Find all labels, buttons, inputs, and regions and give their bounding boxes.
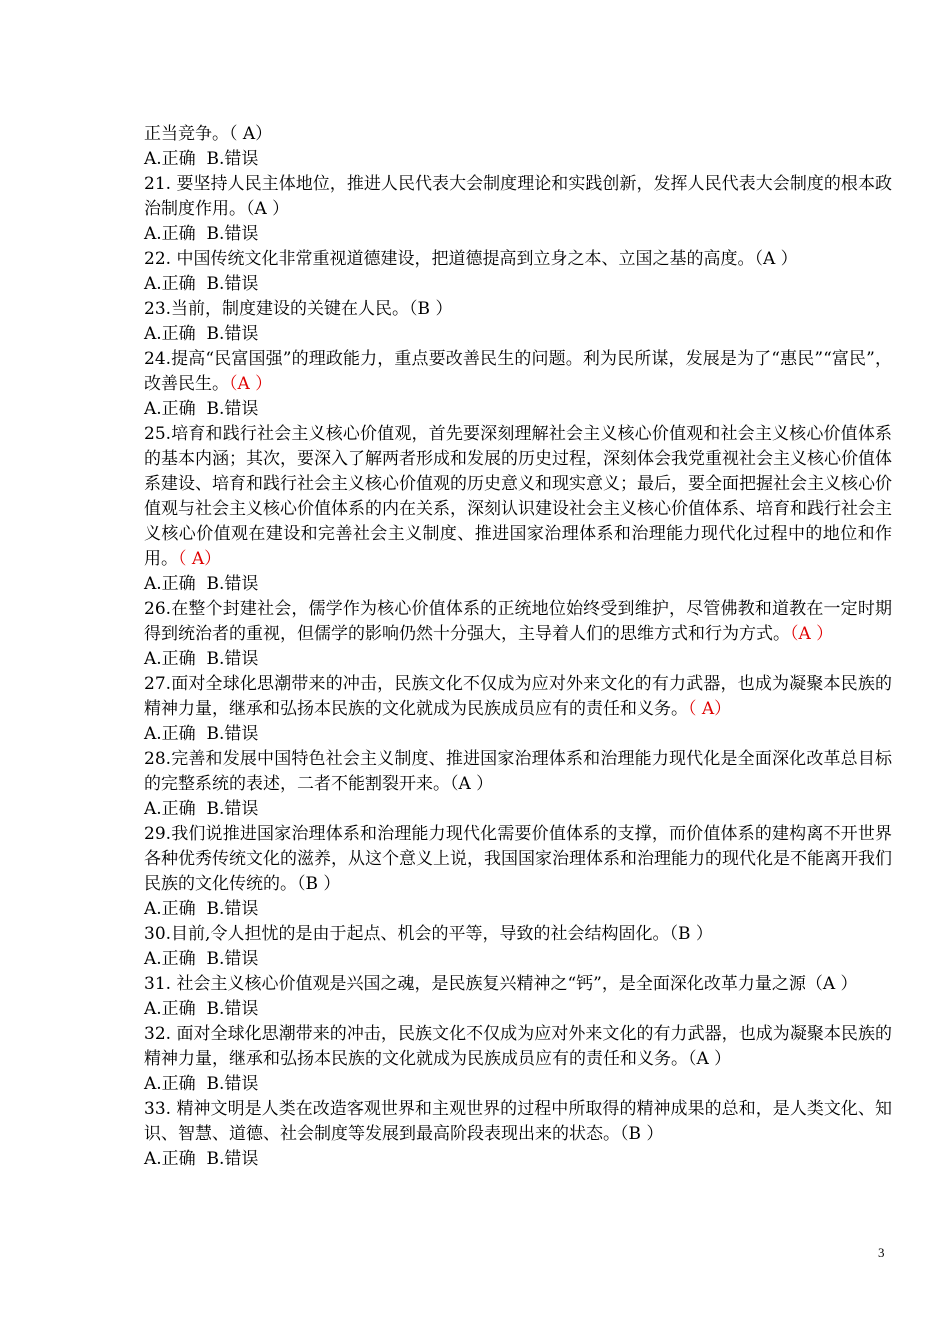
question-item-33 xyxy=(144,1097,892,1172)
options: A.正确 B.错误 xyxy=(144,274,259,294)
question-item-25 xyxy=(144,422,892,597)
options: A.正确 B.错误 xyxy=(144,399,259,419)
question-text: 32. 面对全球化思潮带来的冲击，民族文化不仅成为应对外来文化的有力武器，也成为凝聚本民族的精神力量，继承和弘扬本民族的文化就成为民族成员应有的责任和义务。（A ） xyxy=(144,1024,892,1069)
question-item-22 xyxy=(144,247,892,297)
question-item-23 xyxy=(144,297,892,347)
question-text: 正当竞争。（ A） xyxy=(144,124,273,144)
question-text: 24.提高“民富国强”的理政能力，重点要改善民生的问题。利为民所谋，发展是为了“惠民”“富民”，改善民生。（A ） xyxy=(144,349,892,394)
answer: （ A） xyxy=(178,549,222,569)
answer: （A ） xyxy=(246,199,290,219)
question-text: 28.完善和发展中国特色社会主义制度、推进国家治理体系和治理能力现代化是全面深化改革总目标的完整系统的表述，二者不能割裂开来。（A ） xyxy=(144,749,892,794)
question-text: 33. 精神文明是人类在改造客观世界和主观世界的过程中所取得的精神成果的总和，是人类文化、知识、智慧、道德、社会制度等发展到最高阶段表现出来的状态。（B ） xyxy=(144,1099,892,1144)
answer: （ A） xyxy=(229,124,273,144)
question-text: 29.我们说推进国家治理体系和治理能力现代化需要价值体系的支撑，而价值体系的建构离不开世界各种优秀传统文化的滋养，从这个意义上说，我国国家治理体系和治理能力的现代化是不能离开我们民族的文化传统的。（B ） xyxy=(144,824,892,894)
options: A.正确 B.错误 xyxy=(144,999,259,1019)
options: A.正确 B.错误 xyxy=(144,799,259,819)
question-item-26 xyxy=(144,597,892,672)
answer: （A ） xyxy=(450,774,494,794)
options: A.正确 B.错误 xyxy=(144,1074,259,1094)
options: A.正确 B.错误 xyxy=(144,949,259,969)
options: A.正确 B.错误 xyxy=(144,649,259,669)
question-text: 30.目前,令人担忧的是由于起点、机会的平等，导致的社会结构固化。（B ） xyxy=(144,924,713,944)
options: A.正确 B.错误 xyxy=(144,574,259,594)
question-item-24 xyxy=(144,347,892,422)
question-text: 26.在整个封建社会，儒学作为核心价值体系的正统地位始终受到维护，尽管佛教和道教在一定时期得到统治者的重视，但儒学的影响仍然十分强大，主导着人们的思维方式和行为方式。（A ） xyxy=(144,599,892,644)
answer: （A ） xyxy=(688,1049,732,1069)
question-item-21 xyxy=(144,172,892,247)
answer: （B ） xyxy=(409,299,453,319)
question-item-30 xyxy=(144,922,892,972)
answer: （A ） xyxy=(229,374,273,394)
question-item-31 xyxy=(144,972,892,1022)
question-text: 31. 社会主义核心价值观是兴国之魂，是民族复兴精神之“钙”，是全面深化改革力量之源（A ） xyxy=(144,974,858,994)
answer: （ A） xyxy=(688,699,732,719)
question-item-32 xyxy=(144,1022,892,1097)
answer: （B ） xyxy=(297,874,341,894)
question-item-29 xyxy=(144,822,892,922)
options: A.正确 B.错误 xyxy=(144,224,259,244)
question-text: 22. 中国传统文化非常重视道德建设，把道德提高到立身之本、立国之基的高度。（A ） xyxy=(144,249,798,269)
question-text: 21. 要坚持人民主体地位，推进人民代表大会制度理论和实践创新，发挥人民代表大会制度的根本政治制度作用。（A ） xyxy=(144,174,892,219)
options: A.正确 B.错误 xyxy=(144,1149,259,1169)
options: A.正确 B.错误 xyxy=(144,724,259,744)
question-item-1 xyxy=(144,122,892,172)
document-page xyxy=(144,122,892,1172)
answer: （A ） xyxy=(754,249,798,269)
answer: （A ） xyxy=(790,624,834,644)
answer: （B ） xyxy=(669,924,713,944)
question-text: 27.面对全球化思潮带来的冲击，民族文化不仅成为应对外来文化的有力武器，也成为凝聚本民族的精神力量，继承和弘扬本民族的文化就成为民族成员应有的责任和义务。（ A） xyxy=(144,674,892,719)
question-text: 25.培育和践行社会主义核心价值观，首先要深刻理解社会主义核心价值观和社会主义核心价值体系的基本内涵；其次，要深入了解两者形成和发展的历史过程，深刻体会我党重视社会主义核心价值体系建设、培育和践行社会主义核心价值观的历史意义和现实意义；最后，要全面把握社会主义核心价值观与社会主义核心价值体系的内在关系，深刻认识建设社会主义核心价值体系、培育和践行社会主义核心价值观在建设和完善社会主义制度、推进国家治理体系和治理能力现代化过程中的地位和作用。（ A） xyxy=(144,424,892,569)
page-number: 3 xyxy=(878,1245,885,1260)
answer: （A ） xyxy=(805,974,858,994)
options: A.正确 B.错误 xyxy=(144,899,259,919)
question-item-28 xyxy=(144,747,892,822)
question-text: 23.当前，制度建设的关键在人民。（B ） xyxy=(144,299,453,319)
question-item-27 xyxy=(144,672,892,747)
answer: （B ） xyxy=(620,1124,664,1144)
options: A.正确 B.错误 xyxy=(144,149,259,169)
options: A.正确 B.错误 xyxy=(144,324,259,344)
